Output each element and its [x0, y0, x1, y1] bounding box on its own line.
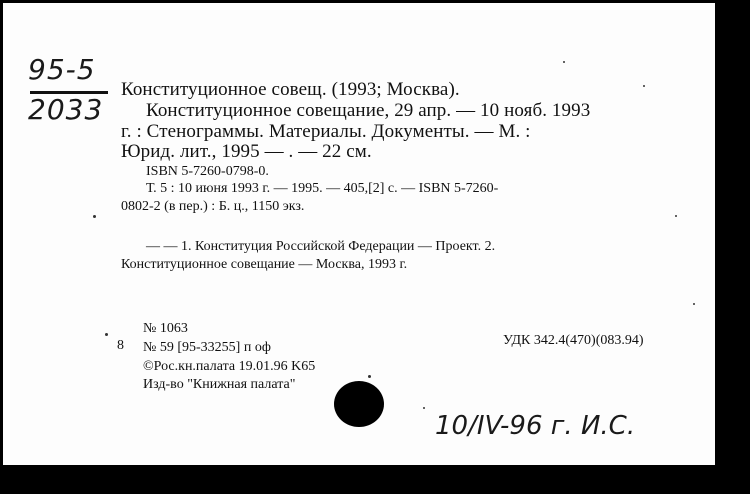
scan-speck	[93, 215, 96, 218]
title-line-1: Конституционное совещание, 29 апр. — 10 нояб. 1993	[146, 100, 591, 121]
volume-line-2: 0802-2 (в пер.) : Б. ц., 1150 экз.	[121, 199, 305, 214]
call-number-bottom: 2033	[28, 93, 104, 126]
margin-mark: 8	[117, 338, 124, 353]
scan-speck	[693, 303, 695, 305]
catalog-card	[3, 3, 715, 465]
record-publisher: Изд-во "Книжная палата"	[143, 377, 296, 392]
scan-speck	[675, 215, 677, 217]
catalog-heading: Конституционное совещ. (1993; Москва).	[121, 79, 460, 100]
title-line-2: г. : Стенограммы. Материалы. Документы. — М. :	[121, 121, 531, 142]
record-copyright: ©Рос.кн.палата 19.01.96 K65	[143, 359, 316, 374]
subject-line-2: Конституционное совещание — Москва, 1993 г.	[121, 257, 408, 272]
subject-line-1: — — 1. Конституция Российской Федерации — Проект. 2.	[146, 239, 496, 254]
udc-code: УДК 342.4(470)(083.94)	[503, 333, 644, 348]
scan-speck	[423, 407, 425, 409]
volume-line-1: Т. 5 : 10 июня 1993 г. — 1995. — 405,[2] с. — ISBN 5-7260-	[146, 181, 499, 196]
handwritten-date: 10/IV-96 г. И.С.	[435, 411, 636, 441]
scan-speck	[368, 375, 371, 378]
call-number-top: 95-5	[28, 53, 96, 86]
record-number: № 1063	[143, 321, 188, 336]
punch-hole	[334, 381, 384, 427]
scan-speck	[563, 61, 565, 63]
scan-speck	[643, 85, 645, 87]
isbn-line: ISBN 5-7260-0798-0.	[146, 164, 269, 179]
scan-speck	[105, 333, 108, 336]
title-line-3: Юрид. лит., 1995 — . — 22 см.	[121, 141, 372, 162]
record-registration: № 59 [95-33255] п оф	[143, 340, 271, 355]
